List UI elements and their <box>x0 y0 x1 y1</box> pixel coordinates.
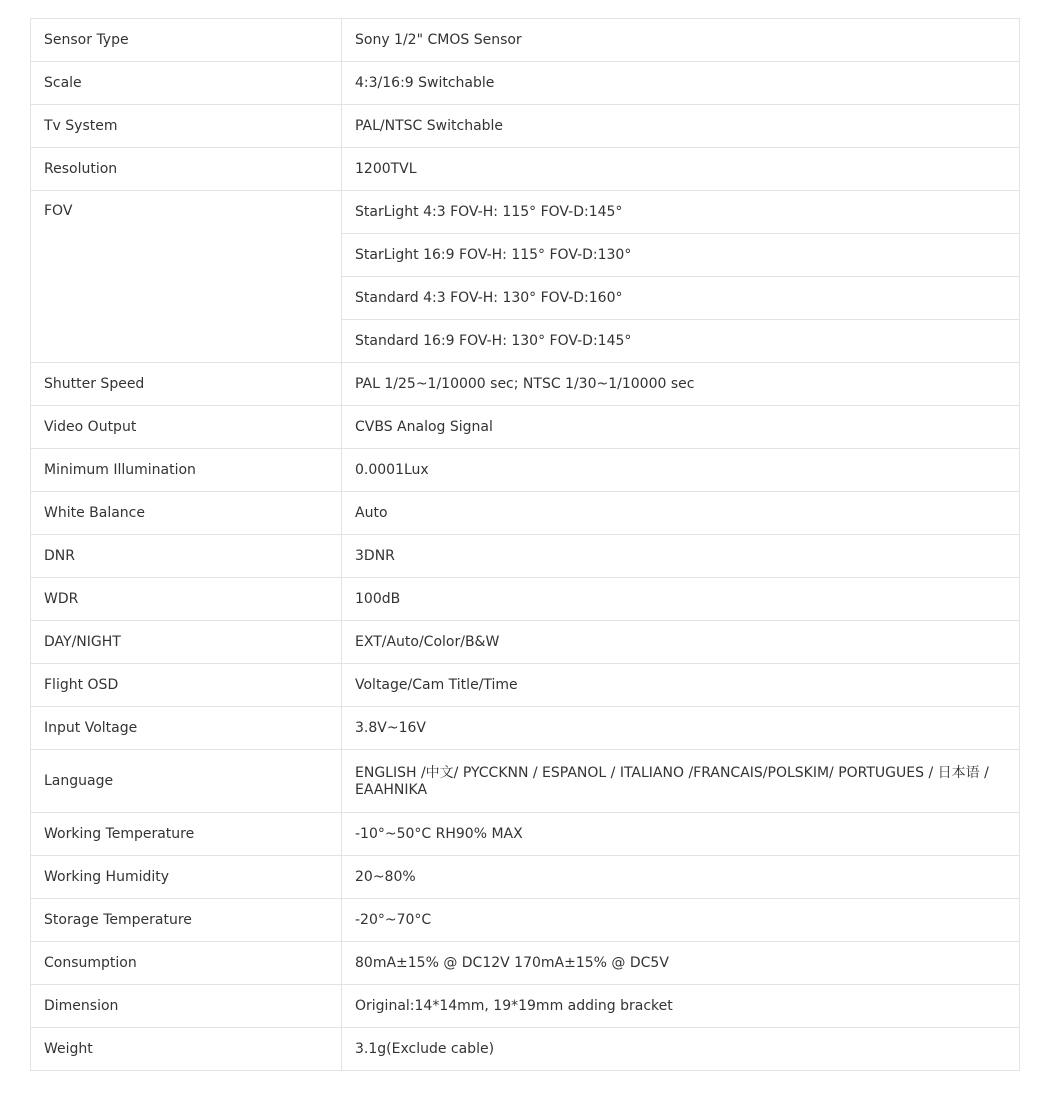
spec-value: StarLight 16:9 FOV-H: 115° FOV-D:130° <box>342 234 1020 277</box>
spec-label: Input Voltage <box>31 707 342 750</box>
spec-value: Voltage/Cam Title/Time <box>342 664 1020 707</box>
spec-label: Consumption <box>31 942 342 985</box>
spec-row <box>31 664 1020 707</box>
spec-label: Sensor Type <box>31 19 342 62</box>
spec-label: WDR <box>31 578 342 621</box>
spec-row <box>31 406 1020 449</box>
spec-label: Storage Temperature <box>31 899 342 942</box>
spec-row <box>31 492 1020 535</box>
spec-row <box>31 105 1020 148</box>
spec-row <box>31 707 1020 750</box>
spec-value: Auto <box>342 492 1020 535</box>
spec-label: Weight <box>31 1028 342 1071</box>
spec-row <box>31 578 1020 621</box>
spec-value: Standard 16:9 FOV-H: 130° FOV-D:145° <box>342 320 1020 363</box>
spec-row <box>31 621 1020 664</box>
spec-value: 1200TVL <box>342 148 1020 191</box>
spec-value: -10°~50°C RH90% MAX <box>342 813 1020 856</box>
spec-value: 3.1g(Exclude cable) <box>342 1028 1020 1071</box>
spec-table <box>30 18 1020 1071</box>
spec-label: FOV <box>31 191 342 363</box>
spec-row <box>31 449 1020 492</box>
spec-row <box>31 535 1020 578</box>
spec-label: White Balance <box>31 492 342 535</box>
spec-label: Tv System <box>31 105 342 148</box>
spec-row <box>31 148 1020 191</box>
spec-value: 0.0001Lux <box>342 449 1020 492</box>
spec-label: Scale <box>31 62 342 105</box>
spec-label: DNR <box>31 535 342 578</box>
spec-row <box>31 62 1020 105</box>
spec-value: 3.8V~16V <box>342 707 1020 750</box>
spec-value: -20°~70°C <box>342 899 1020 942</box>
spec-row <box>31 191 1020 234</box>
spec-value: CVBS Analog Signal <box>342 406 1020 449</box>
spec-value: Original:14*14mm, 19*19mm adding bracket <box>342 985 1020 1028</box>
spec-label: Working Humidity <box>31 856 342 899</box>
spec-value: Sony 1/2" CMOS Sensor <box>342 19 1020 62</box>
spec-value: EXT/Auto/Color/B&W <box>342 621 1020 664</box>
spec-value: 80mA±15% @ DC12V 170mA±15% @ DC5V <box>342 942 1020 985</box>
spec-label: Flight OSD <box>31 664 342 707</box>
spec-value: Standard 4:3 FOV-H: 130° FOV-D:160° <box>342 277 1020 320</box>
spec-label: Resolution <box>31 148 342 191</box>
spec-label: DAY/NIGHT <box>31 621 342 664</box>
spec-row <box>31 1028 1020 1071</box>
spec-row <box>31 942 1020 985</box>
spec-label: Minimum Illumination <box>31 449 342 492</box>
spec-value: 3DNR <box>342 535 1020 578</box>
spec-value: StarLight 4:3 FOV-H: 115° FOV-D:145° <box>342 191 1020 234</box>
spec-row <box>31 19 1020 62</box>
spec-label: Dimension <box>31 985 342 1028</box>
spec-value: ENGLISH /中文/ PYCCKNN / ESPANOL / ITALIANO /FRANCAIS/POLSKIM/ PORTUGUES / 日本语 / EAAHNIKA <box>342 750 1020 813</box>
spec-row <box>31 813 1020 856</box>
spec-row <box>31 856 1020 899</box>
spec-label: Video Output <box>31 406 342 449</box>
spec-row <box>31 985 1020 1028</box>
spec-label: Shutter Speed <box>31 363 342 406</box>
spec-row <box>31 750 1020 813</box>
spec-row <box>31 363 1020 406</box>
spec-value: 100dB <box>342 578 1020 621</box>
spec-value: 4:3/16:9 Switchable <box>342 62 1020 105</box>
spec-value: PAL 1/25~1/10000 sec; NTSC 1/30~1/10000 sec <box>342 363 1020 406</box>
spec-value: PAL/NTSC Switchable <box>342 105 1020 148</box>
spec-row <box>31 899 1020 942</box>
spec-table-body <box>31 19 1020 1071</box>
spec-value: 20~80% <box>342 856 1020 899</box>
spec-label: Language <box>31 750 342 813</box>
spec-label: Working Temperature <box>31 813 342 856</box>
